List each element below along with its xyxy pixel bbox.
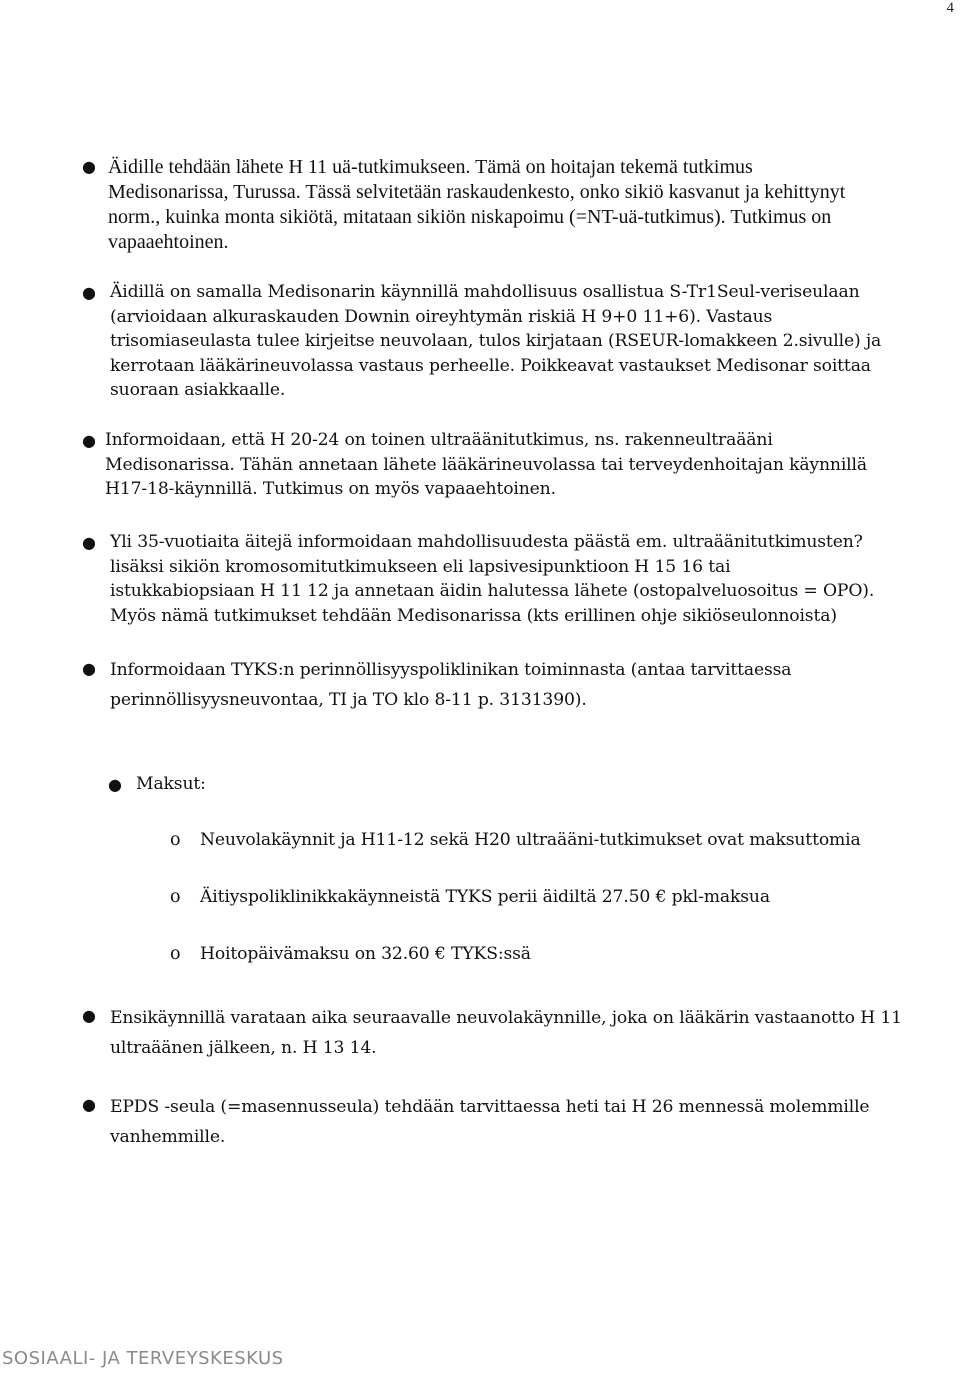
list-item-text: EPDS -seula (=masennusseula) tehdään tarvittaessa heti tai H 26 mennessä molemmille vanhemmille.	[110, 1097, 870, 1147]
list-item-text: Informoidaan, että H 20-24 on toinen ultraäänitutkimus, ns. rakenneultraääni Medisonarissa. Tähän annetaan lähete lääkärineuvolassa tai terveydenhoitajan käynnillä H17-18-käynnillä. Tutkimus on myös vapaaehtoinen.	[105, 430, 867, 500]
page-number: 4	[946, 0, 954, 16]
bullet-icon: ●	[82, 283, 96, 302]
list-item-text: Informoidaan TYKS:n perinnöllisyyspoliklinikan toiminnasta (antaa tarvittaessa perinnöllisyysneuvontaa, TI ja TO klo 8-11 p. 3131390).	[110, 660, 792, 710]
list-item-text: Äidille tehdään lähete H 11 uä-tutkimukseen. Tämä on hoitajan tekemä tutkimus Medisonarissa, Turussa. Tässä selvitetään raskaudenkesto, onko sikiö kasvanut ja kehittynyt norm., kuinka monta sikiötä, mitataan sikiön niskapoimu (=NT-uä-tutkimus). Tutkimus on vapaaehtoinen.	[108, 156, 846, 253]
bullet-icon: ●	[82, 431, 96, 450]
list-item-text: Maksut:	[136, 774, 206, 794]
list-item-text: Yli 35-vuotiaita äitejä informoidaan mahdollisuudesta päästä em. ultraäänitutkimusten? lisäksi sikiön kromosomitutkimukseen eli lapsivesipunktioon H 15 16 tai istukkabiopsiaan H 11 12 ja annetaan äidin halutessa lähete (ostopalveluosoitus = OPO). Myös nämä tutkimukset tehdään Medisonarissa (kts erillinen ohje sikiöseulonnoista)	[110, 532, 875, 626]
bullet-icon: ●	[108, 775, 122, 794]
sub-list-item-text: Äitiyspoliklinikkakäynneistä TYKS perii äidiltä 27.50 € pkl-maksua	[200, 887, 770, 907]
bullet-icon: ●	[82, 1006, 96, 1025]
bullet-icon: ●	[82, 157, 96, 176]
circle-o-icon: o	[170, 944, 181, 964]
bullet-icon: ●	[82, 533, 96, 552]
sub-list-item-text: Hoitopäivämaksu on 32.60 € TYKS:ssä	[200, 944, 531, 964]
bullet-icon: ●	[82, 659, 96, 678]
circle-o-icon: o	[170, 887, 181, 907]
footer-logo: SOSIAALI- JA TERVEYSKESKUS	[2, 1348, 284, 1369]
sub-list-item-text: Neuvolakäynnit ja H11-12 sekä H20 ultraääni-tutkimukset ovat maksuttomia	[200, 830, 861, 850]
list-item-text: Ensikäynnillä varataan aika seuraavalle neuvolakäynnille, joka on lääkärin vastaanotto H 11 ultraäänen jälkeen, n. H 13 14.	[110, 1008, 902, 1058]
bullet-icon: ●	[82, 1095, 96, 1114]
circle-o-icon: o	[170, 830, 181, 850]
list-item-text: Äidillä on samalla Medisonarin käynnillä mahdollisuus osallistua S-Tr1Seul-veriseulaan (arvioidaan alkuraskauden Downin oireyhtymän riskiä H 9+0 11+6). Vastaus trisomiaseulasta tulee kirjeitse neuvolaan, tulos kirjataan (RSEUR-lomakkeen 2.sivulle) ja kerrotaan lääkärineuvolassa vastaus perheelle. Poikkeavat vastaukset Medisonar soittaa suoraan asiakkaalle.	[110, 282, 882, 401]
